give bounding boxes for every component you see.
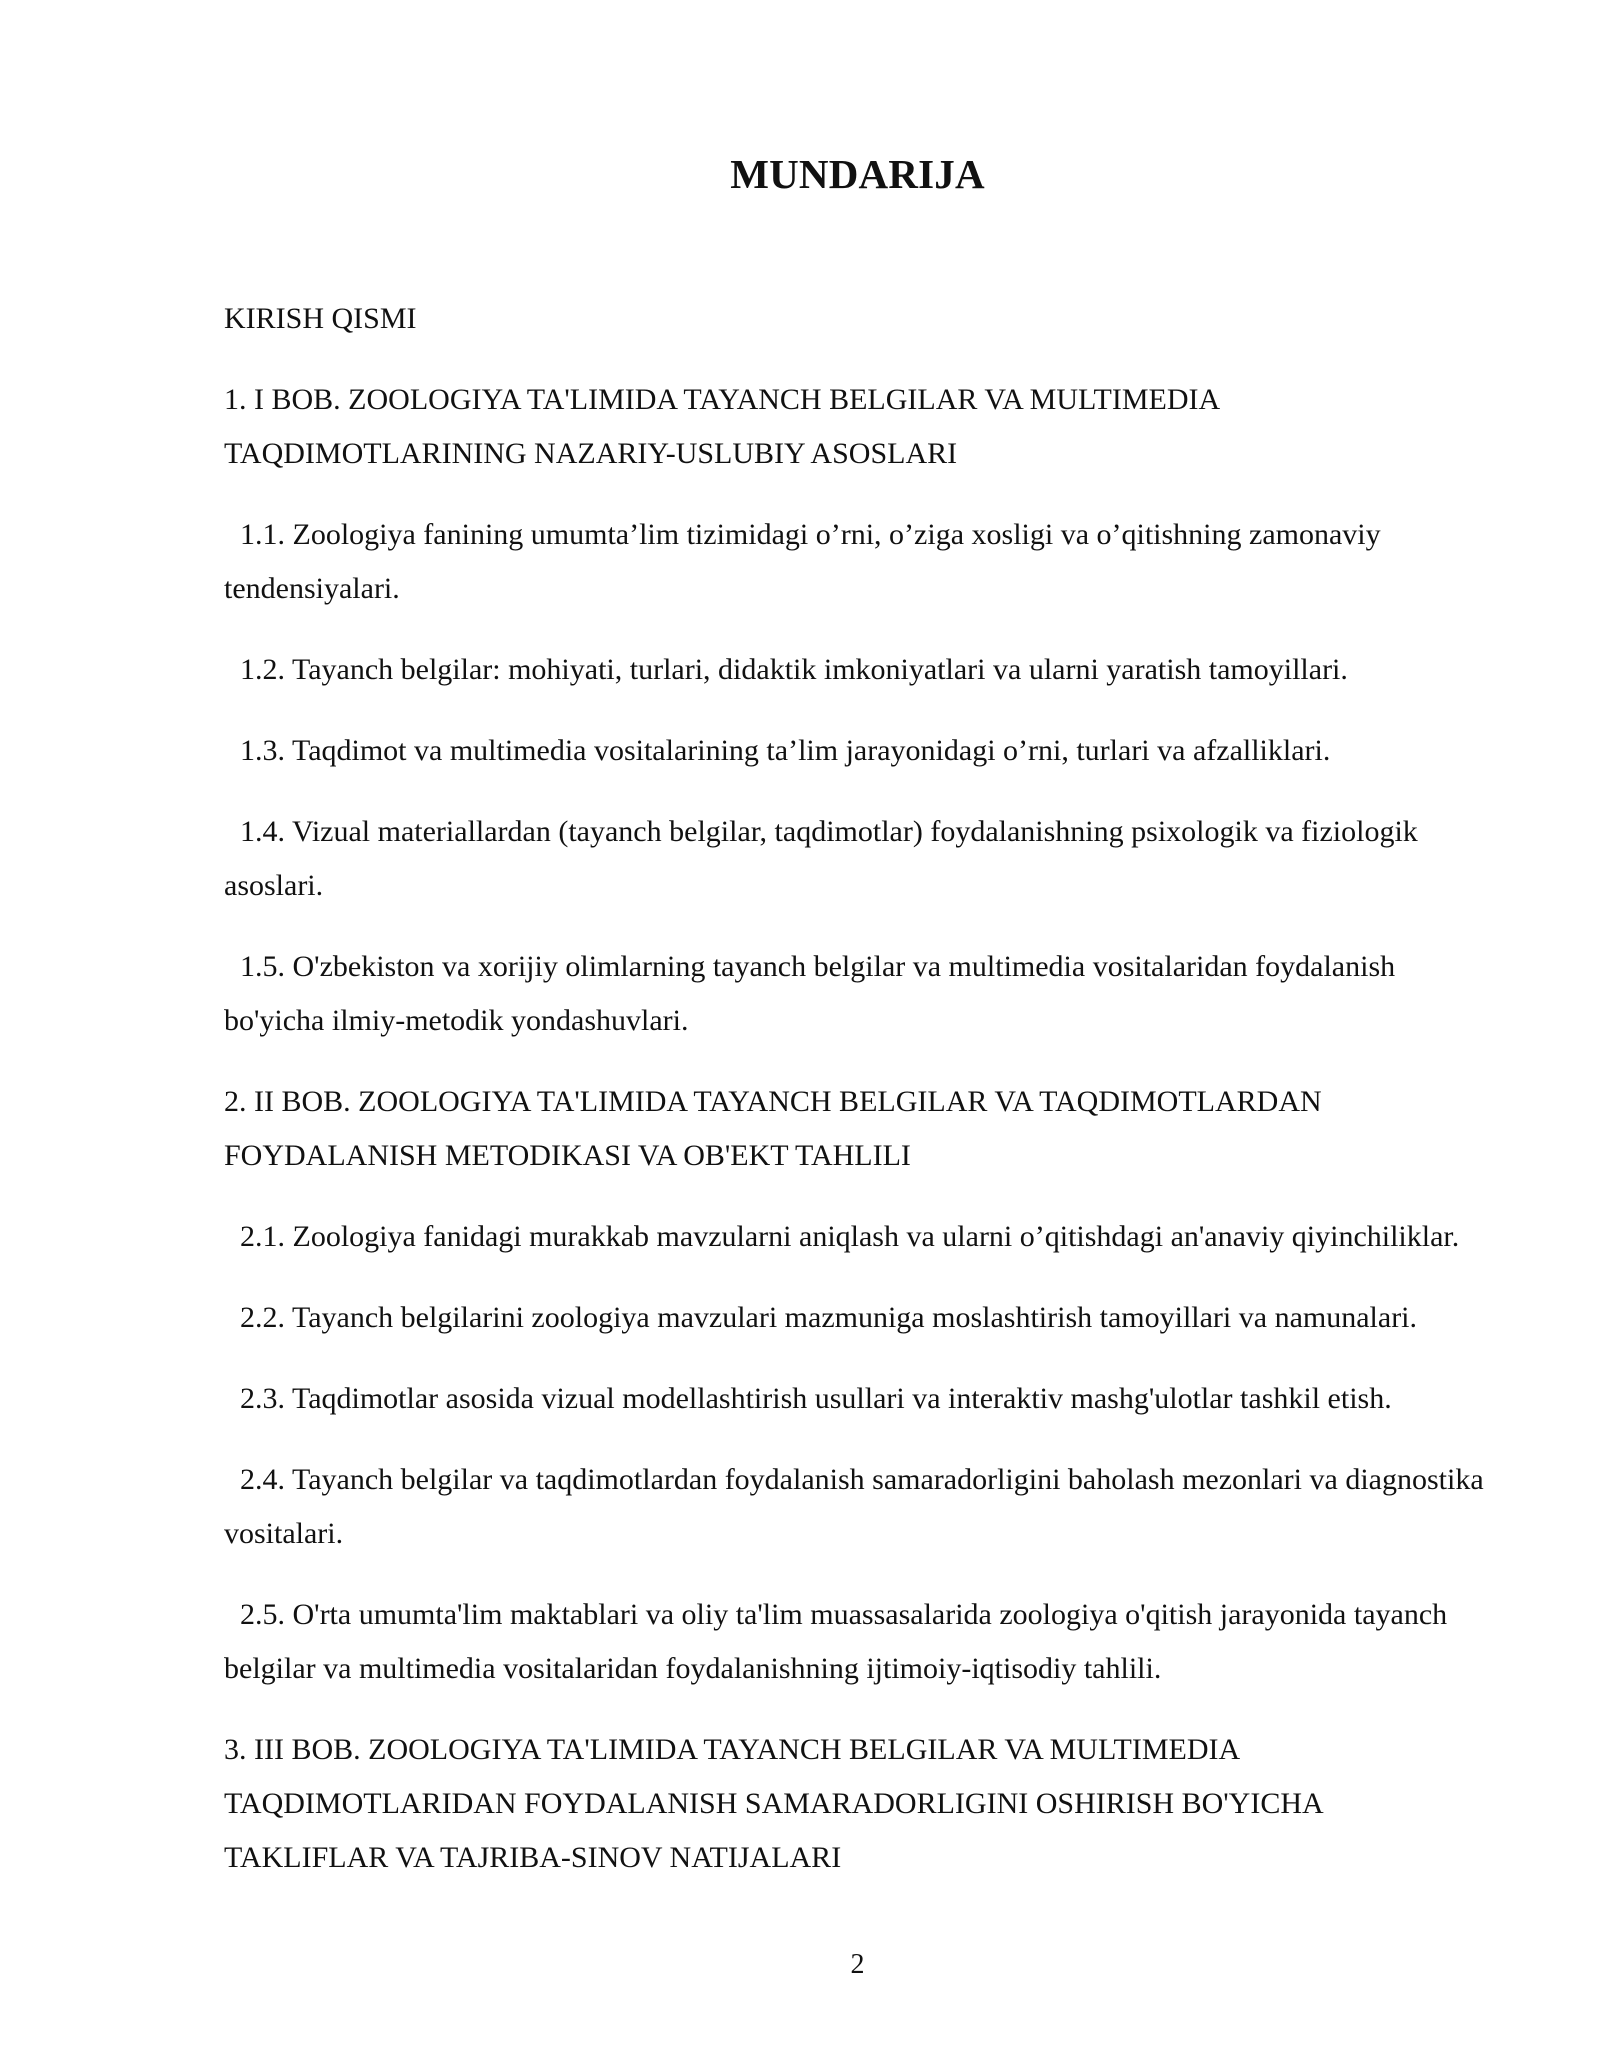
toc-entry-introduction: KIRISH QISMI	[224, 302, 417, 335]
toc-entry-chapter-3: 3. III BOB. ZOOLOGIYA TA'LIMIDA TAYANCH BELGILAR VA MULTIMEDIA TAQDIMOTLARIDAN FOYDALANISH SAMARADORLIGINI OSHIRISH BO'YICHA TAKLIFLAR VA TAJRIBA-SINOV NATIJALARI	[224, 1733, 1323, 1874]
toc-entry-section-1-4: 1.4. Vizual materiallardan (tayanch belgilar, taqdimotlar) foydalanishning psixologik va fiziologik asoslari.	[224, 815, 1418, 902]
toc-entry-section-1-5: 1.5. O'zbekiston va xorijiy olimlarning tayanch belgilar va multimedia vositalaridan foydalanish bo'yicha ilmiy-metodik yondashuvlari.	[224, 950, 1396, 1037]
toc-entry-section-2-5: 2.5. O'rta umumta'lim maktablari va oliy ta'lim muassasalarida zoologiya o'qitish jarayonida tayanch belgilar va multimedia vositalaridan foydalanishning ijtimoiy-iqtisodiy tahlili.	[224, 1598, 1448, 1685]
toc-entry-section-2-1: 2.1. Zoologiya fanidagi murakkab mavzularni aniqlash va ularni o’qitishdagi an'anaviy qiyinchiliklar.	[240, 1220, 1460, 1253]
toc-entry-section-2-4: 2.4. Tayanch belgilar va taqdimotlardan foydalanish samaradorligini baholash mezonlari va diagnostika vositalari.	[224, 1463, 1484, 1550]
toc-entry-section-1-2: 1.2. Tayanch belgilar: mohiyati, turlari, didaktik imkoniyatlari va ularni yaratish tamoyillari.	[240, 653, 1348, 686]
toc-entry-section-2-2: 2.2. Tayanch belgilarini zoologiya mavzulari mazmuniga moslashtirish tamoyillari va namunalari.	[240, 1301, 1418, 1334]
toc-entry-section-1-1: 1.1. Zoologiya fanining umumta’lim tizimidagi o’rni, o’ziga xosligi va o’qitishning zamonaviy tendensiyalari.	[224, 518, 1381, 605]
page-number: 2	[850, 1949, 865, 1980]
toc-entry-chapter-2: 2. II BOB. ZOOLOGIYA TA'LIMIDA TAYANCH BELGILAR VA TAQDIMOTLARDAN FOYDALANISH METODIKASI VA OB'EKT TAHLILI	[224, 1085, 1322, 1172]
toc-entry-chapter-1: 1. I BOB. ZOOLOGIYA TA'LIMIDA TAYANCH BELGILAR VA MULTIMEDIA TAQDIMOTLARINING NAZARIY-USLUBIY ASOSLARI	[224, 383, 1219, 470]
toc-entry-section-1-3: 1.3. Taqdimot va multimedia vositalarining ta’lim jarayonidagi o’rni, turlari va afzalliklari.	[240, 734, 1331, 767]
table-of-contents	[224, 292, 1488, 1912]
toc-entry-section-2-3: 2.3. Taqdimotlar asosida vizual modellashtirish usullari va interaktiv mashg'ulotlar tashkil etish.	[240, 1382, 1392, 1415]
page-title: MUNDARIJA	[730, 151, 985, 197]
